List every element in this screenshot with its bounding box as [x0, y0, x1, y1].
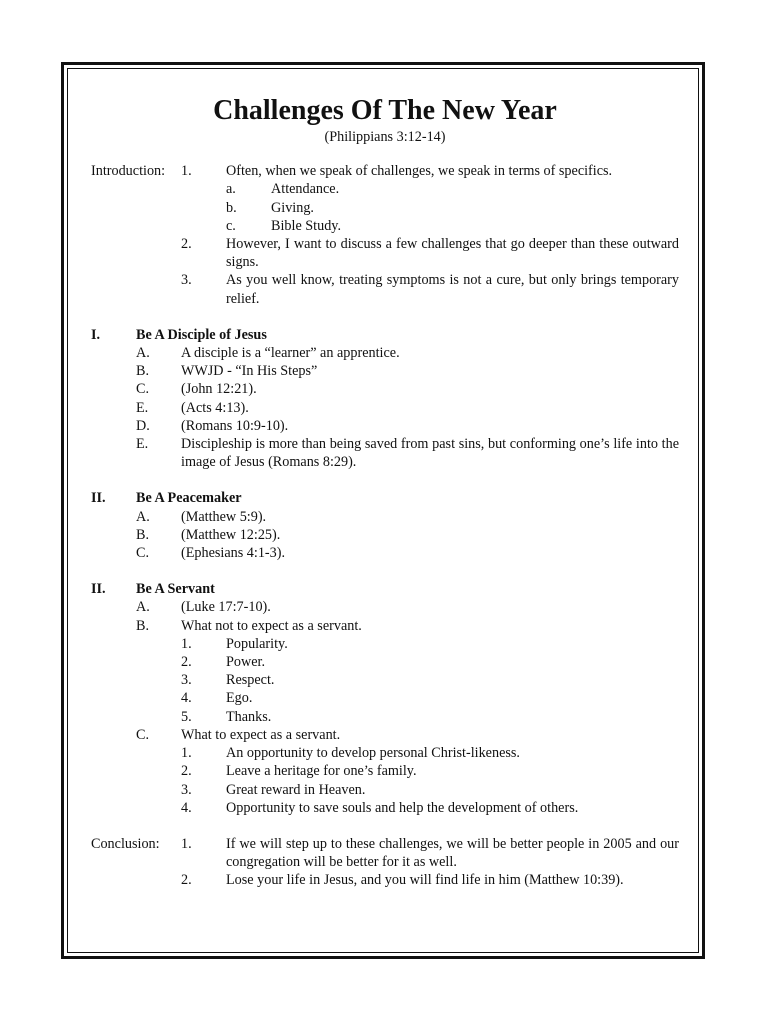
- item-text: What not to expect as a servant.: [181, 617, 362, 634]
- section-heading-row: [91, 326, 679, 344]
- subitem-number: 1.: [181, 745, 192, 762]
- subitem-number: 4.: [181, 690, 192, 707]
- section-number: II.: [91, 490, 106, 507]
- intro-point: [91, 235, 679, 271]
- section-item: [91, 417, 679, 435]
- item-text: A disciple is a “learner” an apprentice.: [181, 345, 400, 362]
- subitem-number: 3.: [181, 781, 192, 798]
- intro-point-number: 3.: [181, 272, 192, 289]
- outline-content: [91, 94, 679, 890]
- section-heading: Be A Servant: [136, 581, 215, 598]
- subitem-text: Great reward in Heaven.: [226, 781, 366, 798]
- section-heading: Be A Disciple of Jesus: [136, 326, 267, 343]
- subitem-number: 1.: [181, 635, 192, 652]
- intro-subpoint-text: Bible Study.: [271, 217, 342, 234]
- item-letter: C.: [136, 381, 150, 398]
- item-letter: E.: [136, 399, 149, 416]
- section-item: [91, 598, 679, 616]
- section-disciple: [91, 326, 679, 472]
- conclusion-point-text: If we will step up to these challenges, we will be better people in 2005 and our congregation will be better for it as well.: [226, 835, 679, 871]
- subitem-text: An opportunity to develop personal Christ-likeness.: [226, 745, 520, 762]
- subitem-number: 2.: [181, 654, 192, 671]
- section-peacemaker: [91, 489, 679, 562]
- section-item: [91, 617, 679, 635]
- intro-subpoint-text: Giving.: [271, 199, 314, 216]
- intro-point-number: 2.: [181, 236, 192, 253]
- section-heading-row: [91, 580, 679, 598]
- intro-point-text: However, I want to discuss a few challenges that go deeper than these outward signs.: [226, 236, 679, 271]
- conclusion-point-number: 1.: [181, 835, 192, 852]
- section-number: II.: [91, 581, 106, 598]
- item-letter: B.: [136, 617, 150, 634]
- subitem-text: Leave a heritage for one’s family.: [226, 763, 417, 780]
- intro-point: [91, 162, 679, 180]
- intro-subpoint-letter: a.: [226, 181, 236, 198]
- conclusion-point: [91, 871, 679, 889]
- section-heading: Be A Peacemaker: [136, 490, 242, 507]
- subitem-text: Opportunity to save souls and help the development of others.: [226, 799, 579, 816]
- intro-subpoint: [91, 217, 679, 235]
- item-text: (Luke 17:7-10).: [181, 599, 271, 616]
- section-item: [91, 435, 679, 471]
- intro-subpoint: [91, 199, 679, 217]
- subitem: [91, 781, 679, 799]
- item-text: (John 12:21).: [181, 381, 257, 398]
- item-text: (Matthew 12:25).: [181, 526, 281, 543]
- subitem-text: Thanks.: [226, 708, 272, 725]
- conclusion-point-text: Lose your life in Jesus, and you will find life in him (Matthew 10:39).: [226, 872, 624, 889]
- item-letter: B.: [136, 363, 150, 380]
- section-number: I.: [91, 326, 101, 343]
- intro-point-number: 1.: [181, 163, 192, 180]
- subitem-text: Popularity.: [226, 635, 288, 652]
- conclusion-point-number: 2.: [181, 872, 192, 889]
- introduction-label: Introduction:: [91, 163, 166, 180]
- subitem: [91, 744, 679, 762]
- subitem: [91, 635, 679, 653]
- item-letter: B.: [136, 526, 150, 543]
- subitem: [91, 689, 679, 707]
- subitem-number: 2.: [181, 763, 192, 780]
- section-item: [91, 362, 679, 380]
- subitem-text: Ego.: [226, 690, 253, 707]
- subitem: [91, 653, 679, 671]
- item-text: WWJD - “In His Steps”: [181, 363, 318, 380]
- item-text: (Romans 10:9-10).: [181, 417, 289, 434]
- intro-point-text: Often, when we speak of challenges, we speak in terms of specifics.: [226, 163, 613, 180]
- item-letter: C.: [136, 545, 150, 562]
- subitem-text: Power.: [226, 654, 266, 671]
- subitem: [91, 671, 679, 689]
- item-letter: A.: [136, 599, 150, 616]
- conclusion-block: [91, 835, 679, 890]
- conclusion-label: Conclusion:: [91, 835, 160, 852]
- item-letter: A.: [136, 345, 150, 362]
- intro-subpoint: [91, 180, 679, 198]
- conclusion-point: [91, 835, 679, 871]
- item-text: (Ephesians 4:1-3).: [181, 545, 286, 562]
- section-item: [91, 399, 679, 417]
- item-letter: E.: [136, 436, 149, 453]
- subitem: [91, 708, 679, 726]
- item-text: What to expect as a servant.: [181, 726, 341, 743]
- subitem-number: 5.: [181, 708, 192, 725]
- subitem-text: Respect.: [226, 672, 275, 689]
- item-text: (Acts 4:13).: [181, 399, 249, 416]
- section-item: [91, 508, 679, 526]
- item-letter: A.: [136, 508, 150, 525]
- section-item: [91, 544, 679, 562]
- item-letter: D.: [136, 417, 150, 434]
- item-letter: C.: [136, 726, 150, 743]
- intro-subpoint-letter: b.: [226, 199, 237, 216]
- section-servant: [91, 580, 679, 817]
- subitem: [91, 799, 679, 817]
- section-item: [91, 380, 679, 398]
- item-text: (Matthew 5:9).: [181, 508, 267, 525]
- subitem-number: 3.: [181, 672, 192, 689]
- section-item: [91, 726, 679, 744]
- intro-subpoint-letter: c.: [226, 217, 236, 234]
- intro-subpoint-text: Attendance.: [271, 181, 340, 198]
- intro-point-text: As you well know, treating symptoms is not a cure, but only brings temporary relief.: [226, 272, 679, 307]
- section-item: [91, 526, 679, 544]
- item-text: Discipleship is more than being saved from past sins, but conforming one’s life into the image of Jesus (Romans 8:29).: [181, 436, 679, 471]
- scripture-reference: (Philippians 3:12-14): [324, 129, 446, 145]
- page-title: Challenges Of The New Year: [213, 95, 557, 126]
- subitem-number: 4.: [181, 799, 192, 816]
- section-item: [91, 344, 679, 362]
- intro-point: [91, 271, 679, 307]
- subitem: [91, 762, 679, 780]
- introduction-block: [91, 162, 679, 308]
- section-heading-row: [91, 489, 679, 507]
